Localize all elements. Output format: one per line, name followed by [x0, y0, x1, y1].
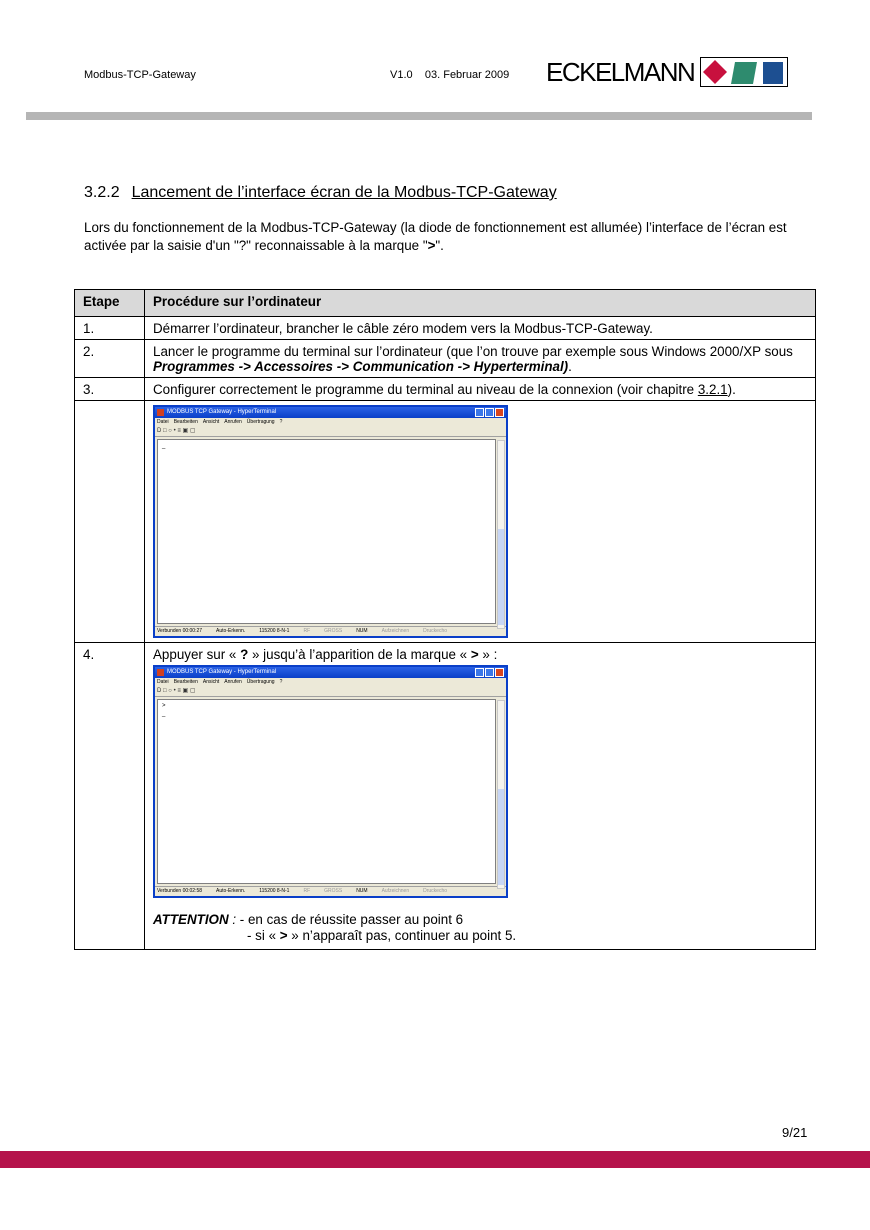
step4-mark: >	[470, 647, 479, 662]
close-icon	[495, 668, 504, 677]
header-date: 03. Februar 2009	[424, 69, 510, 81]
section-title: Lancement de l’interface écran de la Modbus-TCP-Gateway	[131, 184, 557, 201]
table-row	[75, 378, 816, 401]
logo-squares	[700, 57, 788, 87]
step4-text-c: » :	[478, 647, 498, 662]
step2-menu-path: Programmes -> Accessoires -> Communication -> Hyperterminal)	[153, 359, 569, 374]
attention-line-2	[153, 928, 807, 944]
menu-item: Datei	[157, 419, 169, 425]
step4-text-b: » jusqu’à l’apparition de la marque «	[248, 647, 471, 662]
menu-item: Ansicht	[202, 679, 220, 685]
status-gross: GROSS	[324, 888, 343, 894]
menu-item: ?	[279, 419, 283, 425]
menu-item: Datei	[157, 679, 169, 685]
window-title: MODBUS TCP Gateway - HyperTerminal	[167, 409, 277, 415]
status-num: NUM	[356, 628, 368, 634]
step-number: 4.	[75, 643, 145, 950]
toolbar-icons: D □ ○ • ≡ ▣ ▢	[155, 686, 506, 697]
scrollbar	[497, 700, 505, 889]
prompt-mark: >	[162, 703, 166, 709]
status-baud: 115200 8-N-1	[259, 888, 290, 894]
maximize-icon	[485, 668, 494, 677]
minimize-icon	[475, 408, 484, 417]
step-text	[145, 340, 816, 378]
header-rule	[26, 112, 812, 120]
header-version: V1.0	[390, 69, 413, 81]
close-icon	[495, 408, 504, 417]
logo-squares-icon	[701, 58, 787, 86]
window-titlebar	[155, 667, 506, 678]
menu-item: Ansicht	[202, 419, 220, 425]
attention-mark: >	[279, 928, 288, 943]
section-number: 3.2.2	[84, 184, 120, 201]
attention-colon: :	[228, 912, 240, 927]
scrollbar-thumb	[498, 789, 504, 885]
eckelmann-logo	[546, 56, 788, 88]
table-row	[75, 401, 816, 643]
step4-key: ?	[240, 647, 249, 662]
section-heading	[84, 184, 557, 202]
intro-mark: >	[427, 238, 436, 253]
window-titlebar	[155, 407, 506, 418]
cursor: _	[162, 443, 166, 449]
logo-text: ECKELMANN	[546, 57, 695, 87]
terminal-screen	[157, 439, 496, 624]
minimize-icon	[475, 668, 484, 677]
table-row	[75, 340, 816, 378]
intro-end: ".	[435, 238, 444, 253]
status-baud: 115200 8-N-1	[259, 628, 290, 634]
intro-text: Lors du fonctionnement de la Modbus-TCP-Gateway (la diode de fonctionnement est allumée) l’interface de l’écran est activée par la saisie d'un "?" reconnaissable à la marque "	[84, 220, 787, 253]
scrollbar	[497, 440, 505, 629]
status-capture: Aufzeichnen	[381, 888, 410, 894]
table-header-row	[75, 290, 816, 317]
menu-item: Übertragung	[246, 679, 275, 685]
cursor: _	[162, 711, 166, 717]
step4-text-a: Appuyer sur «	[153, 647, 241, 662]
menu-bar	[155, 418, 506, 426]
chapter-link[interactable]: 3.2.1	[697, 382, 728, 397]
hyperterminal-window-1	[153, 405, 508, 638]
status-rf: RF	[303, 628, 311, 634]
attention-line-1	[153, 912, 807, 928]
step2-end: .	[568, 359, 572, 374]
status-connected: Verbunden 00:02:58	[157, 888, 203, 894]
screenshot-cell	[145, 401, 816, 643]
header-step: Etape	[75, 290, 145, 317]
terminal-screen	[157, 699, 496, 884]
status-bar	[155, 626, 506, 636]
step-number: 2.	[75, 340, 145, 378]
status-connected: Verbunden 00:00:27	[157, 628, 203, 634]
page-number: 9/21	[782, 1125, 808, 1140]
status-detect: Auto-Erkenn.	[216, 628, 246, 634]
status-gross: GROSS	[324, 628, 343, 634]
step3-end: ).	[727, 382, 736, 397]
menu-item: Bearbeiten	[173, 419, 198, 425]
attention-text-1: - en cas de réussite passer au point 6	[239, 912, 464, 927]
app-icon	[157, 409, 164, 416]
step-number-empty	[75, 401, 145, 643]
maximize-icon	[485, 408, 494, 417]
step-text: Démarrer l’ordinateur, brancher le câble zéro modem vers la Modbus-TCP-Gateway.	[145, 317, 816, 340]
header-document-name: Modbus-TCP-Gateway	[84, 69, 196, 81]
menu-item: Anrufen	[224, 419, 242, 425]
status-num: NUM	[356, 888, 368, 894]
table-row	[75, 643, 816, 950]
status-echo: Druckecho	[423, 628, 448, 634]
table-row	[75, 317, 816, 340]
menu-bar	[155, 678, 506, 686]
menu-item: ?	[279, 679, 283, 685]
menu-item: Bearbeiten	[173, 679, 198, 685]
step4-instruction	[153, 647, 807, 662]
step3-text: Configurer correctement le programme du terminal au niveau de la connexion (voir chapitre	[153, 382, 698, 397]
attention-note	[153, 912, 807, 944]
intro-paragraph	[84, 219, 794, 255]
step-number: 3.	[75, 378, 145, 401]
menu-item: Anrufen	[224, 679, 242, 685]
hyperterminal-window-2	[153, 665, 508, 898]
menu-item: Übertragung	[246, 419, 275, 425]
step-text	[145, 643, 816, 950]
status-rf: RF	[303, 888, 311, 894]
attention-label: ATTENTION	[153, 912, 229, 927]
toolbar-icons: D □ ○ • ≡ ▣ ▢	[155, 426, 506, 437]
attention-text-2b: » n’apparaît pas, continuer au point 5.	[287, 928, 517, 943]
attention-text-2a: - si «	[247, 928, 280, 943]
header-version-date	[390, 69, 509, 81]
scrollbar-thumb	[498, 529, 504, 625]
footer-bar	[0, 1151, 870, 1168]
status-detect: Auto-Erkenn.	[216, 888, 246, 894]
step2-text: Lancer le programme du terminal sur l’ordinateur (que l’on trouve par exemple sous Windows 2000/XP sous	[153, 344, 793, 359]
status-capture: Aufzeichnen	[381, 628, 410, 634]
procedure-table	[74, 289, 816, 950]
window-title: MODBUS TCP Gateway - HyperTerminal	[167, 669, 277, 675]
step-number: 1.	[75, 317, 145, 340]
step-text	[145, 378, 816, 401]
status-echo: Druckecho	[423, 888, 448, 894]
app-icon	[157, 669, 164, 676]
header-procedure: Procédure sur l’ordinateur	[145, 290, 816, 317]
status-bar	[155, 886, 506, 896]
